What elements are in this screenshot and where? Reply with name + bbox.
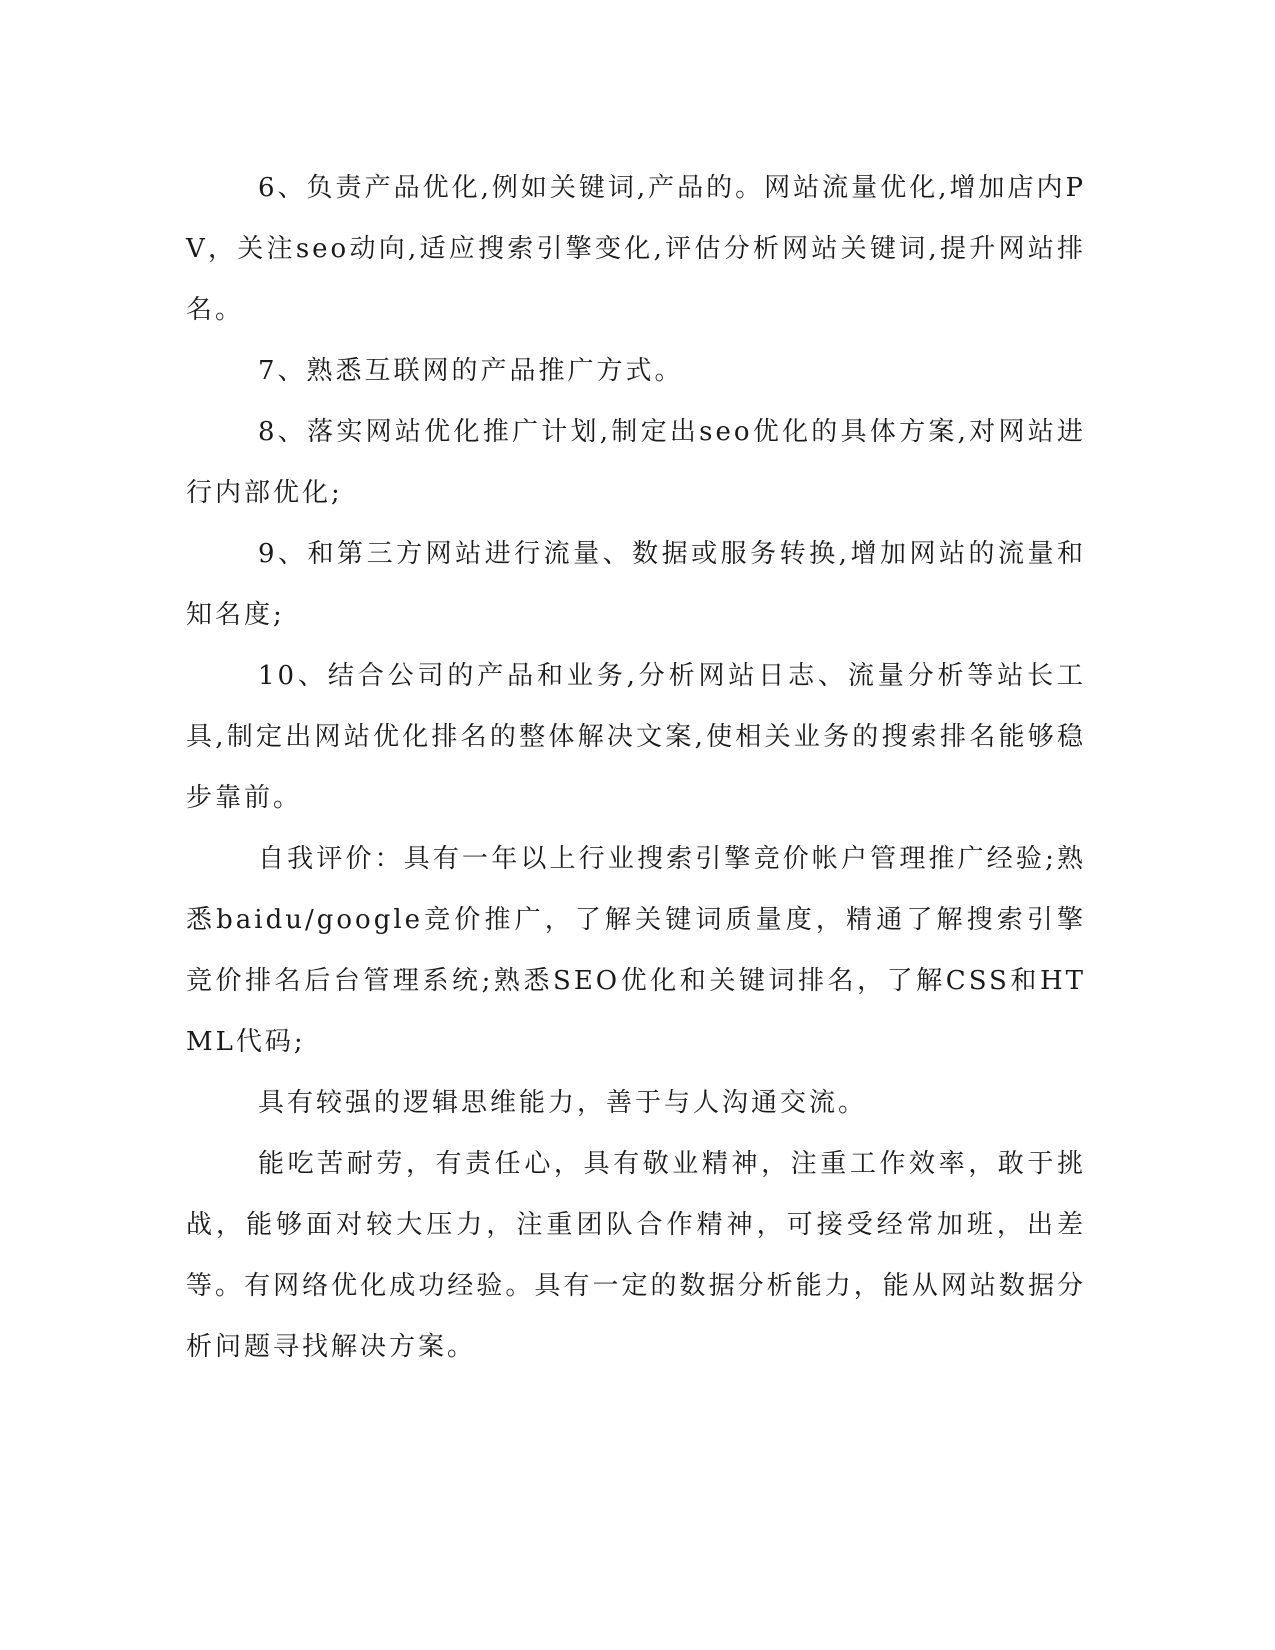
document-body — [186, 158, 1086, 1378]
paragraph-work-attitude: 能吃苦耐劳，有责任心，具有敬业精神，注重工作效率，敢于挑战，能够面对较大压力，注重团队合作精神，可接受经常加班，出差等。有网络优化成功经验。具有一定的数据分析能力，能从网站数据分析问题寻找解决方案。 — [186, 1149, 1086, 1362]
paragraph-item-7: 7、熟悉互联网的产品推广方式。 — [258, 356, 684, 386]
paragraph-logic-skills: 具有较强的逻辑思维能力，善于与人沟通交流。 — [258, 1088, 868, 1118]
paragraph-item-10: 10、结合公司的产品和业务,分析网站日志、流量分析等站长工具,制定出网站优化排名的整体解决文案,使相关业务的搜索排名能够稳步靠前。 — [186, 661, 1086, 813]
paragraph-item-8: 8、落实网站优化推广计划,制定出seo优化的具体方案,对网站进行内部优化; — [186, 417, 1086, 508]
paragraph-item-9: 9、和第三方网站进行流量、数据或服务转换,增加网站的流量和知名度; — [186, 539, 1086, 630]
paragraph-self-evaluation: 自我评价：具有一年以上行业搜索引擎竞价帐户管理推广经验;熟悉baidu/google竞价推广，了解关键词质量度，精通了解搜索引擎竞价排名后台管理系统;熟悉SEO优化和关键词排名，了解CSS和HTML代码; — [186, 844, 1086, 1057]
paragraph-item-6: 6、负责产品优化,例如关键词,产品的。网站流量优化,增加店内PV，关注seo动向,适应搜索引擎变化,评估分析网站关键词,提升网站排名。 — [186, 173, 1086, 325]
